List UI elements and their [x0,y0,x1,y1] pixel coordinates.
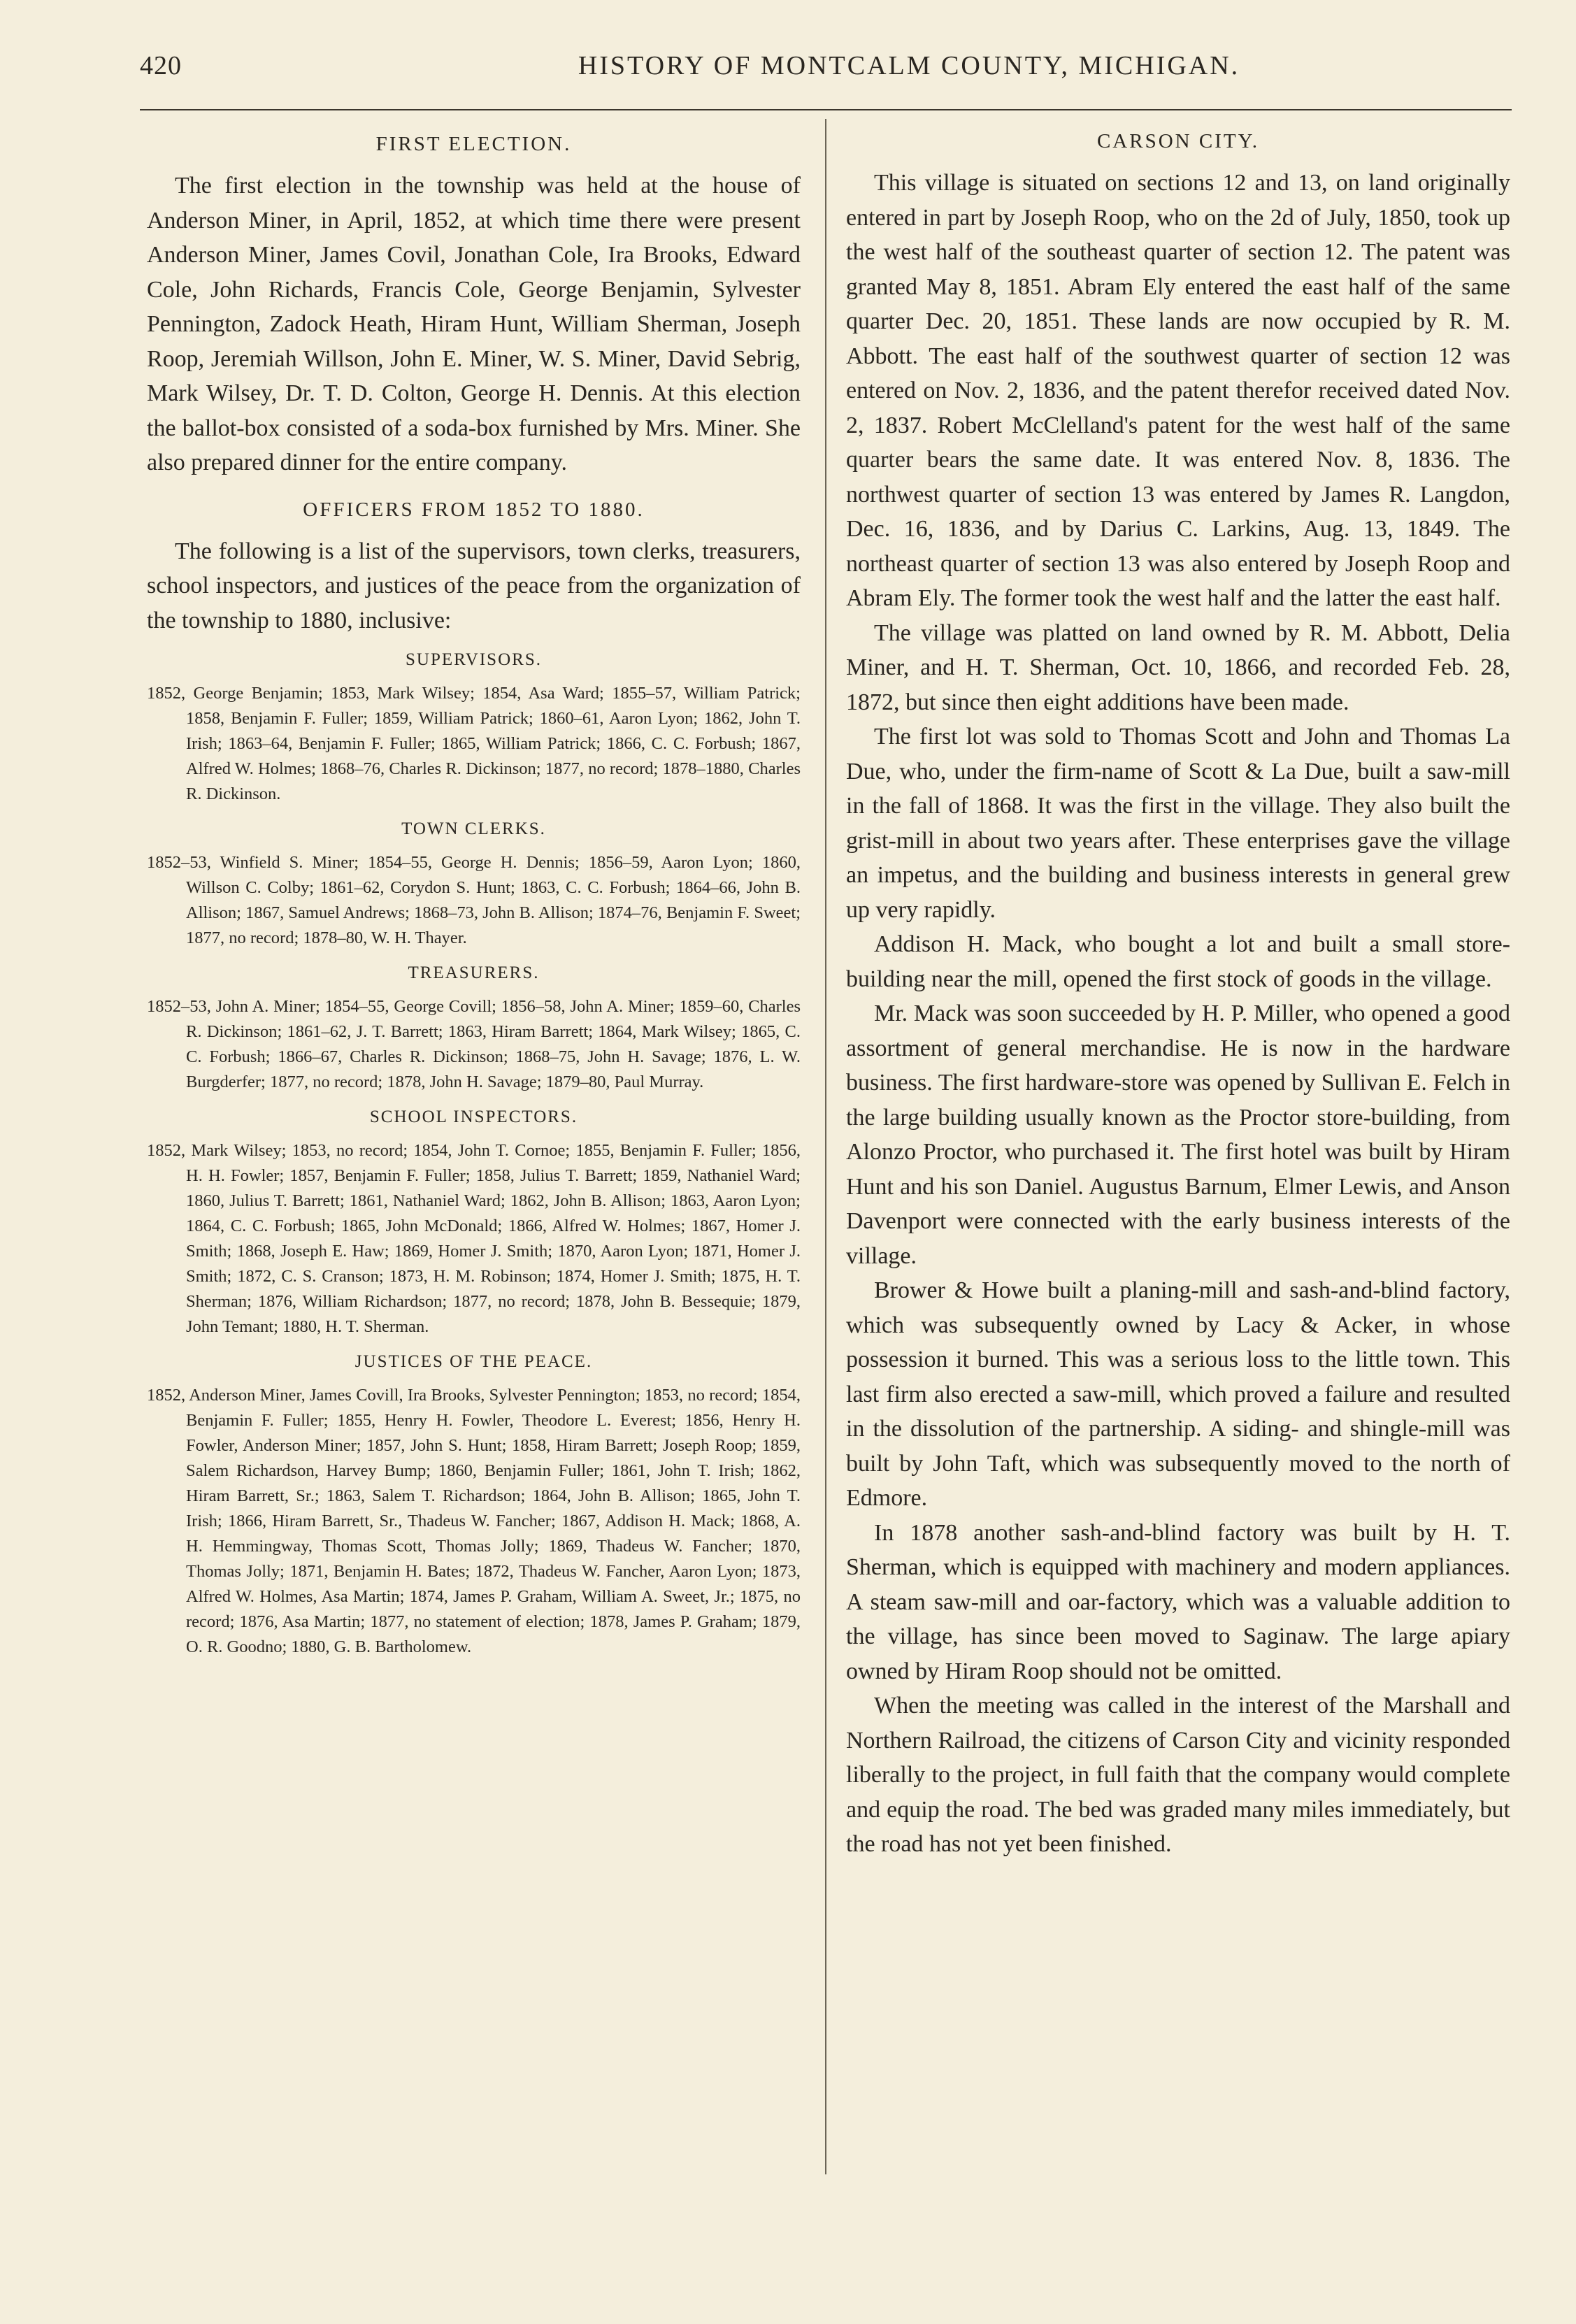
carson-city-paragraph: Addison H. Mack, who bought a lot and built a small store-building near the mill, opened the first stock of goods in the village. [846,931,1510,992]
carson-city-paragraph: The first lot was sold to Thomas Scott and John and Thomas La Due, who, under the firm-name of Scott & La Due, built a saw-mill in the fall of 1868. It was the first in the village. They also built the grist-mill in about two years after. These enterprises gave the village an impetus, and the building and business interests in general grew up very rapidly. [846,724,1510,923]
school-inspectors-list: 1852, Mark Wilsey; 1853, no record; 1854, John T. Cornoe; 1855, Benjamin F. Fuller; 1856, H. H. Fowler; 1857, Benjamin F. Fuller; 1858, Julius T. Barrett; 1859, Nathaniel Ward; 1860, Julius T. Barrett; 1861, Nathaniel Ward; 1862, John B. Allison; 1863, Aaron Lyon; 1864, C. C. Forbush; 1865, John McDonald; 1866, Alfred W. Holmes; 1867, Homer J. Smith; 1868, Joseph E. Haw; 1869, Homer J. Smith; 1870, Aaron Lyon; 1871, Homer J. Smith; 1872, C. S. Cranson; 1873, H. M. Robinson; 1874, Homer J. Smith; 1875, H. T. Sherman; 1876, William Richardson; 1877, no record; 1878, John B. Bessequie; 1879, John Temant; 1880, H. T. Sherman. [147,1141,801,1336]
page-number: 420 [140,51,182,80]
column-divider [825,119,826,2174]
carson-city-paragraph: The village was platted on land owned by R. M. Abbott, Delia Miner, and H. T. Sherman, Oct. 10, 1866, and recorded Feb. 28, 1872, but since then eight additions have been made. [846,619,1510,715]
town-clerks-list: 1852–53, Winfield S. Miner; 1854–55, George H. Dennis; 1856–59, Aaron Lyon; 1860, Willson C. Colby; 1861–62, Corydon S. Hunt; 1863, C. C. Forbush; 1864–66, John B. Allison; 1867, Samuel Andrews; 1868–73, John B. Allison; 1874–76, Benjamin F. Sweet; 1877, no record; 1878–80, W. H. Thayer. [147,853,801,947]
treasurers-heading: TREASURERS. [408,963,540,982]
running-title: HISTORY OF MONTCALM COUNTY, MICHIGAN. [578,51,1240,80]
carson-city-paragraph: This village is situated on sections 12 and 13, on land originally entered in part by Joseph Roop, who on the 2d of July, 1850, took up the west half of the southeast quarter of section 12. The patent was granted May 8, 1851. Abram Ely entered the east half of the same quarter Dec. 20, 1851. These lands are now occupied by R. M. Abbott. The east half of the southwest quarter of section 12 was entered on Nov. 2, 1836, and the patent therefor received dated Nov. 2, 1837. Robert McClelland's patent for the west half of the same quarter bears the same date. It was entered Nov. 8, 1836. The northwest quarter of section 13 was entered by James R. Langdon, Dec. 16, 1836, and by Darius C. Larkins, Aug. 13, 1849. The northeast quarter of section 13 was also entered by Joseph Roop and Abram Ely. The former took the west half and the latter the east half. [846,170,1510,611]
carson-city-paragraph: When the meeting was called in the interest of the Marshall and Northern Railroad, the citizens of Carson City and vicinity responded liberally to the project, in full faith that the company would complete and equip the road. The bed was graded many miles immediately, but the road has not yet been finished. [846,1693,1510,1857]
left-column [147,133,801,1665]
justices-heading: JUSTICES OF THE PEACE. [354,1352,593,1371]
carson-city-paragraph: Mr. Mack was soon succeeded by H. P. Miller, who opened a good assortment of general merchandise. He is now in the hardware business. The first hardware-store was opened by Sullivan E. Felch in the large building usually known as the Proctor store-building, from Alonzo Proctor, who purchased it. The first hotel was built by Hiram Hunt and his son Daniel. Augustus Barnum, Elmer Lewis, and Anson Davenport were connected with the early business interests of the village. [846,1000,1510,1269]
header-rule [140,109,1512,110]
right-column [846,130,1510,1862]
supervisors-heading: SUPERVISORS. [406,650,542,669]
officers-intro-text: The following is a list of the supervisors, town clerks, treasurers, school inspectors, and justices of the peace from the organization of the township to 1880, inclusive: [147,538,801,633]
first-election-heading: FIRST ELECTION. [375,133,572,155]
treasurers-list: 1852–53, John A. Miner; 1854–55, George Covill; 1856–58, John A. Miner; 1859–60, Charles R. Dickinson; 1861–62, J. T. Barrett; 1863, Hiram Barrett; 1864, Mark Wilsey; 1865, C. C. Forbush; 1866–67, Charles R. Dickinson; 1868–75, John H. Savage; 1876, L. W. Burgderfer; 1877, no record; 1878, John H. Savage; 1879–80, Paul Murray. [147,997,801,1091]
carson-city-paragraph: In 1878 another sash-and-blind factory was built by H. T. Sherman, which is equipped with machinery and modern appliances. A steam saw-mill and oar-factory, which was a valuable addition to the village, has since been moved to Saginaw. The large apiary owned by Hiram Roop should not be omitted. [846,1519,1510,1684]
officers-heading: OFFICERS FROM 1852 TO 1880. [303,498,645,521]
first-election-text: The first election in the township was held at the house of Anderson Miner, in April, 1852, at which time there were present Anderson Miner, James Covil, Jonathan Cole, Ira Brooks, Edward Cole, John Richards, Francis Cole, George Benjamin, Sylvester Pennington, Zadock Heath, Hiram Hunt, William Sherman, Joseph Roop, Jeremiah Willson, John E. Miner, W. S. Miner, David Sebrig, Mark Wilsey, Dr. T. D. Colton, George H. Dennis. At this election the ballot-box consisted of a soda-box furnished by Mrs. Miner. She also prepared dinner for the entire company. [147,173,801,475]
carson-city-heading: CARSON CITY. [1096,130,1260,152]
page-header [140,50,1510,92]
school-inspectors-heading: SCHOOL INSPECTORS. [369,1107,578,1126]
supervisors-list: 1852, George Benjamin; 1853, Mark Wilsey; 1854, Asa Ward; 1855–57, William Patrick; 1858, Benjamin F. Fuller; 1859, William Patrick; 1860–61, Aaron Lyon; 1862, John T. Irish; 1863–64, Benjamin F. Fuller; 1865, William Patrick; 1866, C. C. Forbush; 1867, Alfred W. Holmes; 1868–76, Charles R. Dickinson; 1877, no record; 1878–1880, Charles R. Dickinson. [147,684,801,803]
carson-city-paragraph: Brower & Howe built a planing-mill and sash-and-blind factory, which was subsequently owned by Lacy & Acker, in whose possession it burned. This was a serious loss to the little town. This last firm also erected a saw-mill, which proved a failure and resulted in the dissolution of the partnership. A siding- and shingle-mill was built by John Taft, which was subsequently moved to the north of Edmore. [846,1277,1510,1511]
justices-list: 1852, Anderson Miner, James Covill, Ira Brooks, Sylvester Pennington; 1853, no record; 1854, Benjamin F. Fuller; 1855, Henry H. Fowler, Theodore L. Everest; 1856, Henry H. Fowler, Anderson Miner; 1857, John S. Hunt; 1858, Hiram Barrett; Joseph Roop; 1859, Salem Richardson, Harvey Bump; 1860, Benjamin Fuller; 1861, John T. Irish; 1862, Hiram Barrett, Sr.; 1863, Salem T. Richardson; 1864, John B. Allison; 1865, John T. Irish; 1866, Hiram Barrett, Sr., Thadeus W. Fancher; 1867, Addison H. Mack; 1868, A. H. Hemmingway, Thomas Scott, Thomas Jolly; 1869, Thadeus W. Fancher; 1870, Thomas Jolly; 1871, Benjamin H. Bates; 1872, Thadeus W. Fancher, Aaron Lyon; 1873, Alfred W. Holmes, Asa Martin; 1874, James P. Graham, William A. Sweet, Jr.; 1875, no record; 1876, Asa Martin; 1877, no statement of election; 1878, James P. Graham; 1879, O. R. Goodno; 1880, G. B. Bartholomew. [147,1386,801,1656]
town-clerks-heading: TOWN CLERKS. [401,819,546,838]
